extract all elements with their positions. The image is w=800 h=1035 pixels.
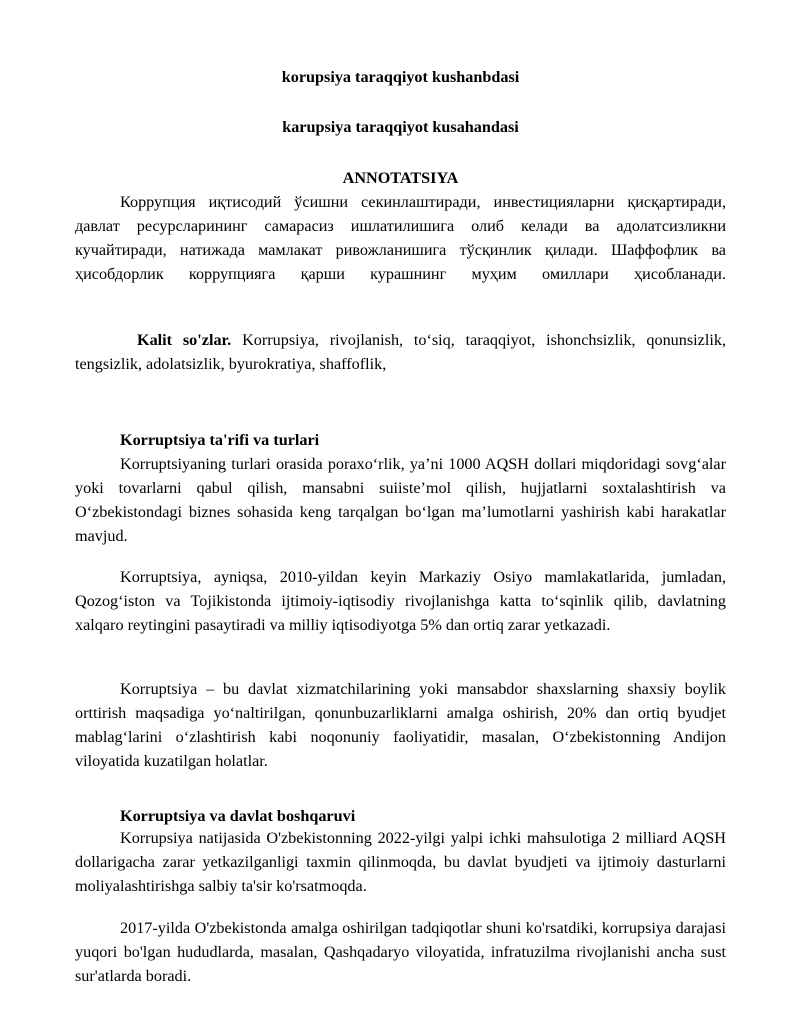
keywords-list: Korrupsiya, rivojlanish, to‘siq, taraqqiyot, ishonchsizlik, qonunsizlik, tengsizlik, adolatsizlik, byurokratiya, shaffoflik,	[75, 331, 726, 373]
annotation-heading: ANNOTATSIYA	[342, 169, 459, 187]
section-1-paragraph-2: Korruptsiya, ayniqsa, 2010-yildan keyin Markaziy Osiyo mamlakatlarida, jumladan, Qozog‘iston va Tojikistonda ijtimoiy-iqtisodiy rivojlanishga katta to‘sqinlik qilib, davlatning xalqaro reytingini pasaytiradi va milliy iqtisodiyotga 5% dan ortiq zarar yetkazadi.	[75, 568, 726, 634]
section-2-paragraph-1: Korrupsiya natijasida O'zbekistonning 2022-yilgi yalpi ichki mahsulotiga 2 milliard AQSH dollarigacha zarar yetkazilganligi taxmin qilinmoqda, bu davlat byudjeti va ijtimoiy dasturlarni moliyalashtirishga salbiy ta'sir ko'rsatmoqda.	[75, 829, 726, 895]
section-2-heading: Korruptsiya va davlat boshqaruvi	[120, 807, 356, 825]
section-1-paragraph-1: Korruptsiyaning turlari orasida poraxo‘rlik, ya’ni 1000 AQSH dollari miqdoridagi sovg‘alar yoki tovarlarni qabul qilish, mansabni suiiste’mol qilish, hujjatlarni soxtalashtirish va O‘zbekistondagi biznes sohasida keng tarqalgan bo‘lgan ma’lumotlarni yashirish kabi harakatlar mavjud.	[75, 455, 726, 545]
section-2-paragraph-2: 2017-yilda O'zbekistonda amalga oshirilgan tadqiqotlar shuni ko'rsatdiki, korrupsiya darajasi yuqori bo'lgan hududlarda, masalan, Qashqadaryo viloyatida, infratuzilma rivojlanishi ancha sust sur'atlarda boradi.	[75, 919, 726, 985]
document-subtitle: karupsiya taraqqiyot kusahandasi	[282, 118, 519, 136]
section-1-heading: Korruptsiya ta'rifi va turlari	[120, 431, 320, 449]
annotation-paragraph: Коррупция иқтисодий ўсишни секинлаштиради, инвестицияларни қисқартиради, давлат ресурсларининг самарасиз ишлатилишига олиб келади ва адолатсизликни кучайтиради, натижада мамлакат ривожланишига тўсқинлик қилади. Шаффофлик ва ҳисобдорлик коррупцияга қарши курашнинг муҳим омиллари ҳисобланади.	[75, 193, 726, 283]
keywords-paragraph	[75, 328, 726, 376]
section-1-paragraph-3: Korruptsiya – bu davlat xizmatchilarining yoki mansabdor shaxslarning shaxsiy boylik orttirish maqsadiga yo‘naltirilgan, qonunbuzarliklarni amalga oshirish, 20% dan ortiq byudjet mablag‘larini o‘zlashtirish kabi noqonuniy faoliyatidir, masalan, O‘zbekistonning Andijon viloyatida kuzatilgan holatlar.	[75, 680, 726, 770]
keywords-label: Kalit so'zlar.	[137, 331, 232, 349]
document-title: korupsiya taraqqiyot kushanbdasi	[281, 68, 520, 86]
